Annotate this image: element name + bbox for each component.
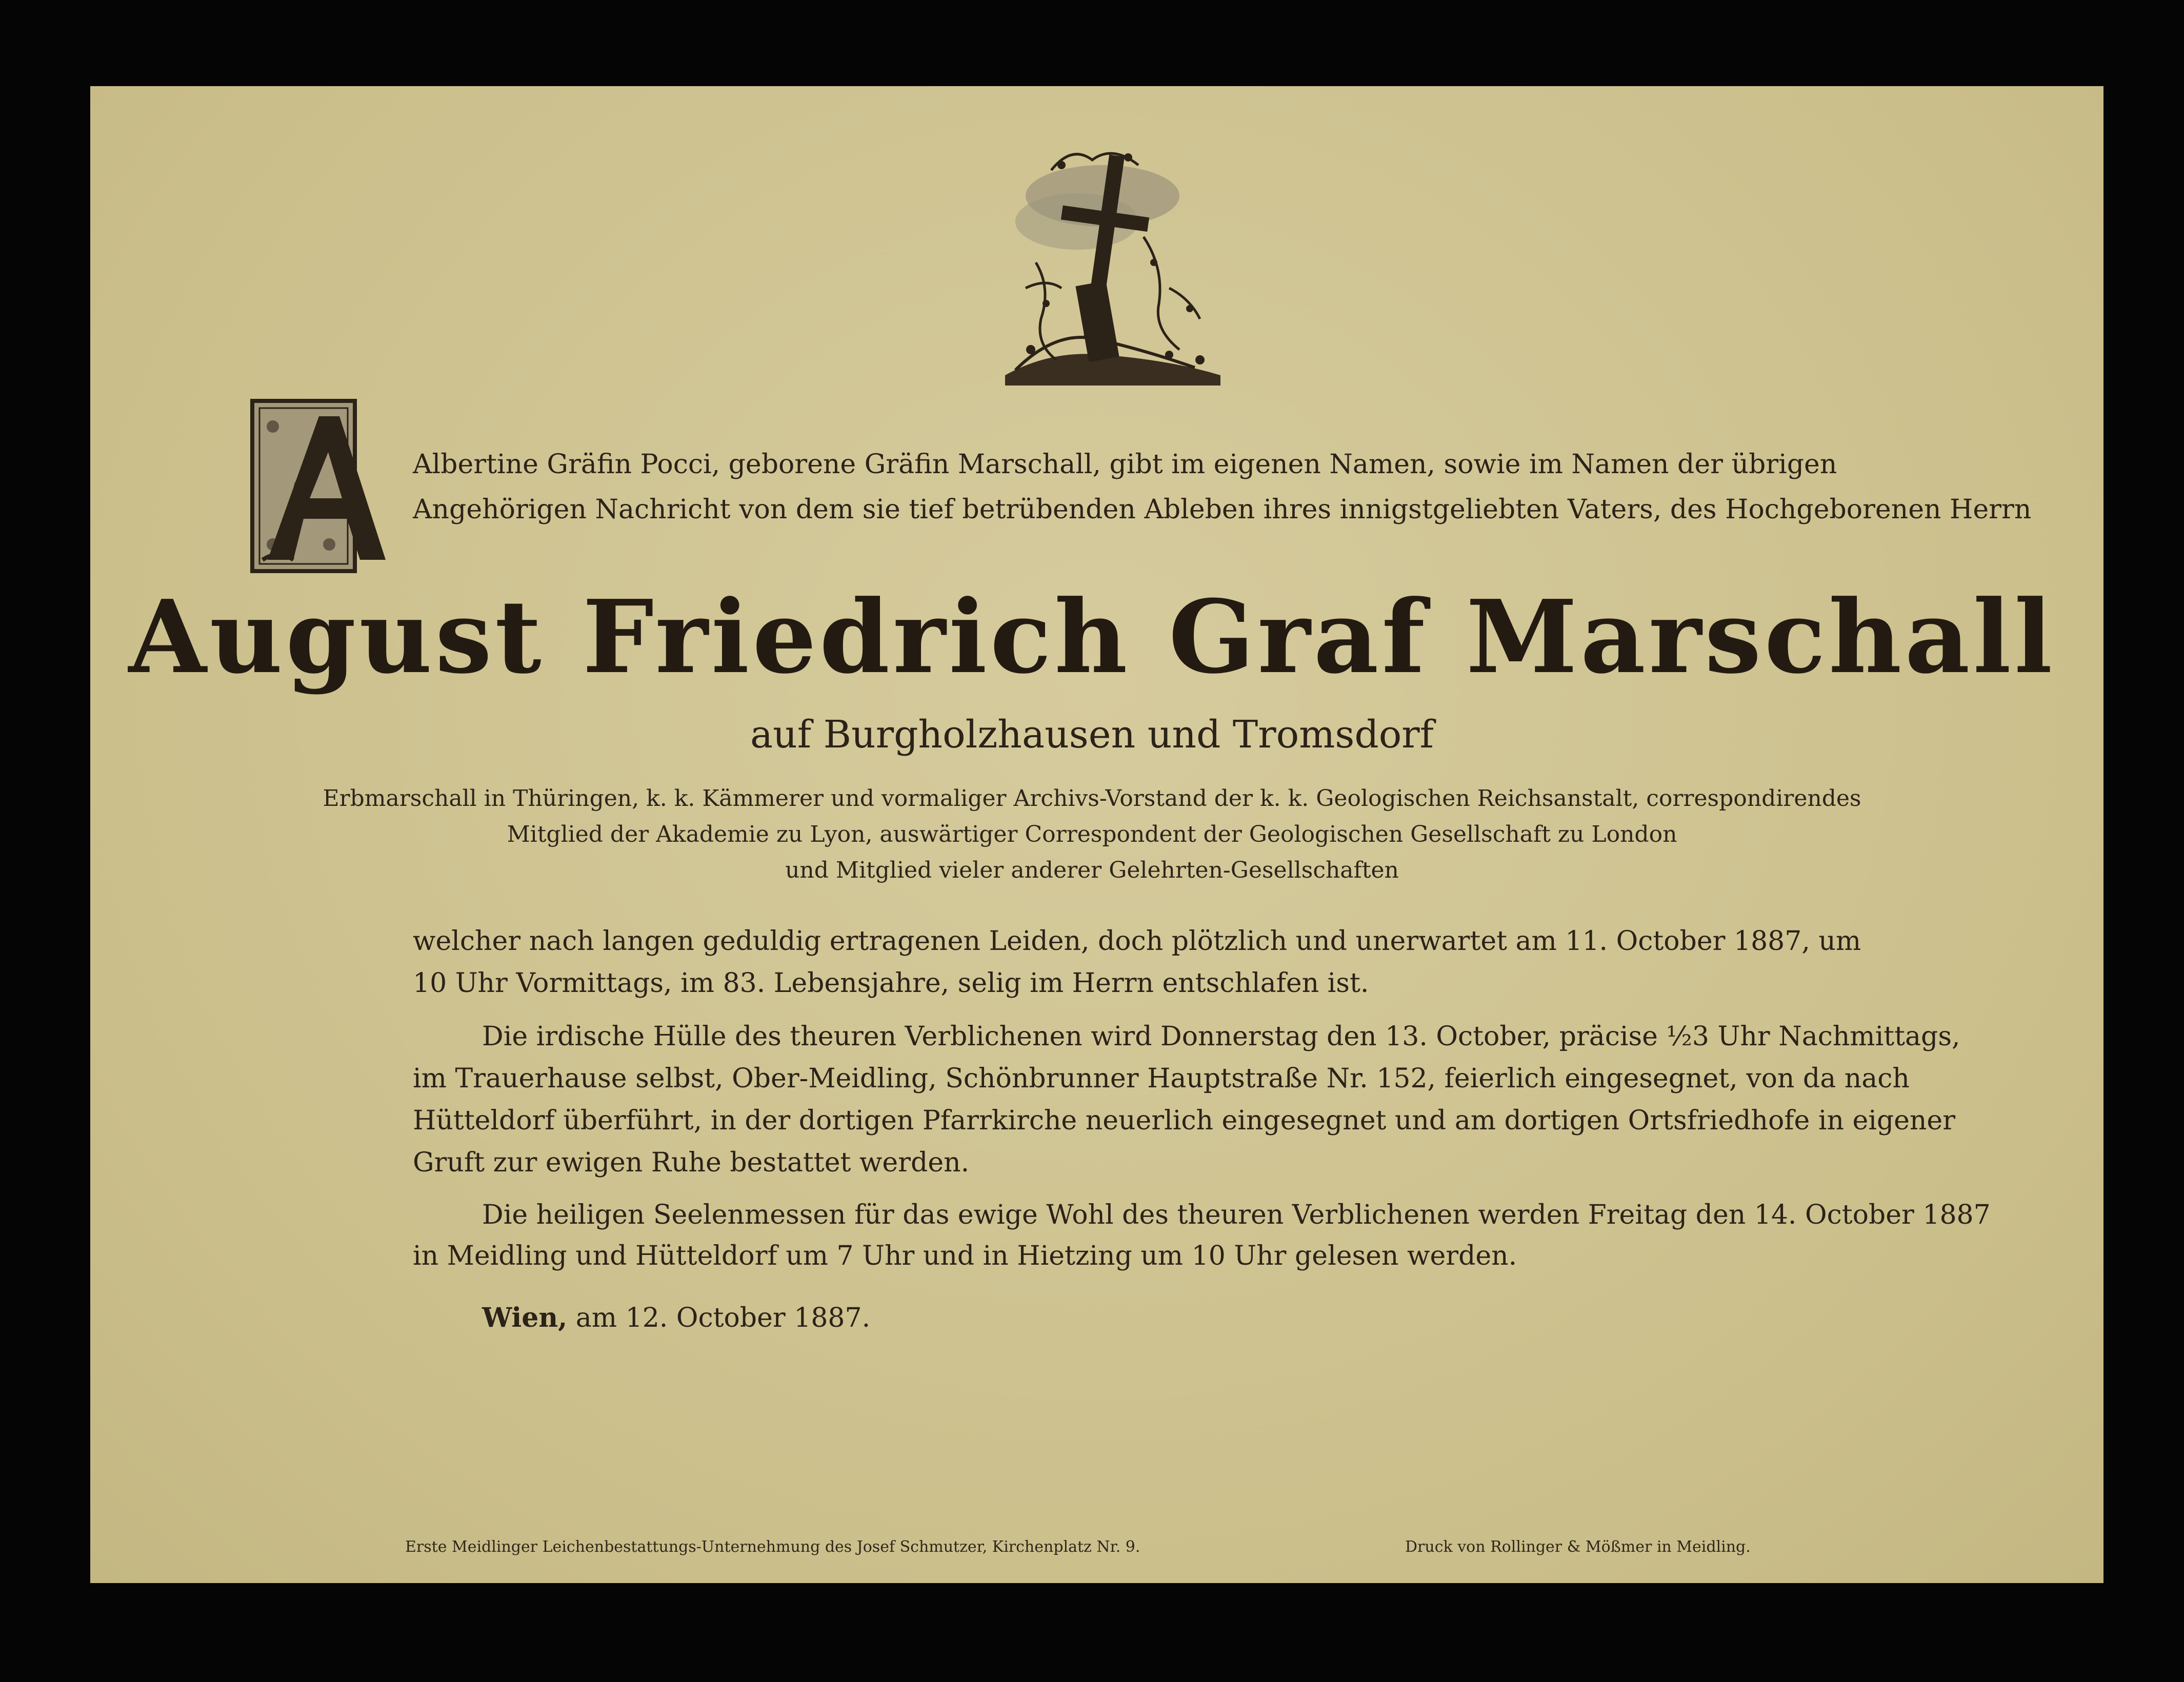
body-line-3: Die irdische Hülle des theuren Verblichenen wird Donnerstag den 13. October, präcise ½3 Uhr Nachmittags,: [482, 1021, 1960, 1052]
body-line-8: in Meidling und Hütteldorf um 7 Uhr und in Hietzing um 10 Uhr gelesen werden.: [413, 1241, 1517, 1271]
place-date: [482, 1302, 870, 1333]
intro-line-1: Albertine Gräfin Pocci, geborene Gräfin Marschall, gibt im eigenen Namen, sowie im Namen der übrigen: [413, 449, 1837, 480]
titles-line-1: Erbmarschall in Thüringen, k. k. Kämmerer und vormaliger Archivs-Vorstand der k. k. Geologischen Reichsanstalt, correspondirendes: [323, 785, 1861, 812]
body-line-6: Gruft zur ewigen Ruhe bestattet werden.: [413, 1147, 970, 1178]
body-line-2: 10 Uhr Vormittags, im 83. Lebensjahre, selig im Herrn entschlafen ist.: [413, 968, 1369, 999]
cross-grave-vignette-icon: [974, 134, 1251, 396]
titles-line-3: und Mitglied vieler anderer Gelehrten-Gesellschaften: [785, 857, 1399, 883]
body-line-1: welcher nach langen geduldig ertragenen Leiden, doch plötzlich und unerwartet am 11. October 1887, um: [413, 926, 1861, 957]
titles-line-2: Mitglied der Akademie zu Lyon, auswärtiger Correspondent der Geologischen Gesellschaft zu London: [507, 821, 1677, 847]
notice-date: am 12. October 1887.: [575, 1303, 871, 1333]
estate-subtitle: auf Burgholzhausen und Tromsdorf: [750, 713, 1434, 757]
body-line-7: Die heiligen Seelenmessen für das ewige Wohl des theuren Verblichenen werden Freitag den 14. October 1887: [482, 1200, 1991, 1230]
intro-line-2: Angehörigen Nachricht von dem sie tief betrübenden Ableben ihres innigstgeliebten Vaters, des Hochgeborenen Herrn: [413, 494, 2032, 525]
printer-imprint: Druck von Rollinger & Mößmer in Meidling.: [1405, 1538, 1751, 1556]
body-line-4: im Trauerhause selbst, Ober-Meidling, Schönbrunner Hauptstraße Nr. 152, feierlich eingesegnet, von da nach: [413, 1063, 1910, 1094]
deceased-name: August Friedrich Graf Marschall: [128, 578, 2056, 696]
body-line-5: Hütteldorf überführt, in der dortigen Pfarrkirche neuerlich eingesegnet und am dortigen Ortsfriedhofe in eigener: [413, 1105, 1956, 1136]
ornamental-initial-icon: [247, 396, 401, 576]
undertaker-imprint: Erste Meidlinger Leichenbestattungs-Unternehmung des Josef Schmutzer, Kirchenplatz Nr. 9.: [405, 1538, 1140, 1556]
place-name: Wien,: [482, 1302, 568, 1333]
